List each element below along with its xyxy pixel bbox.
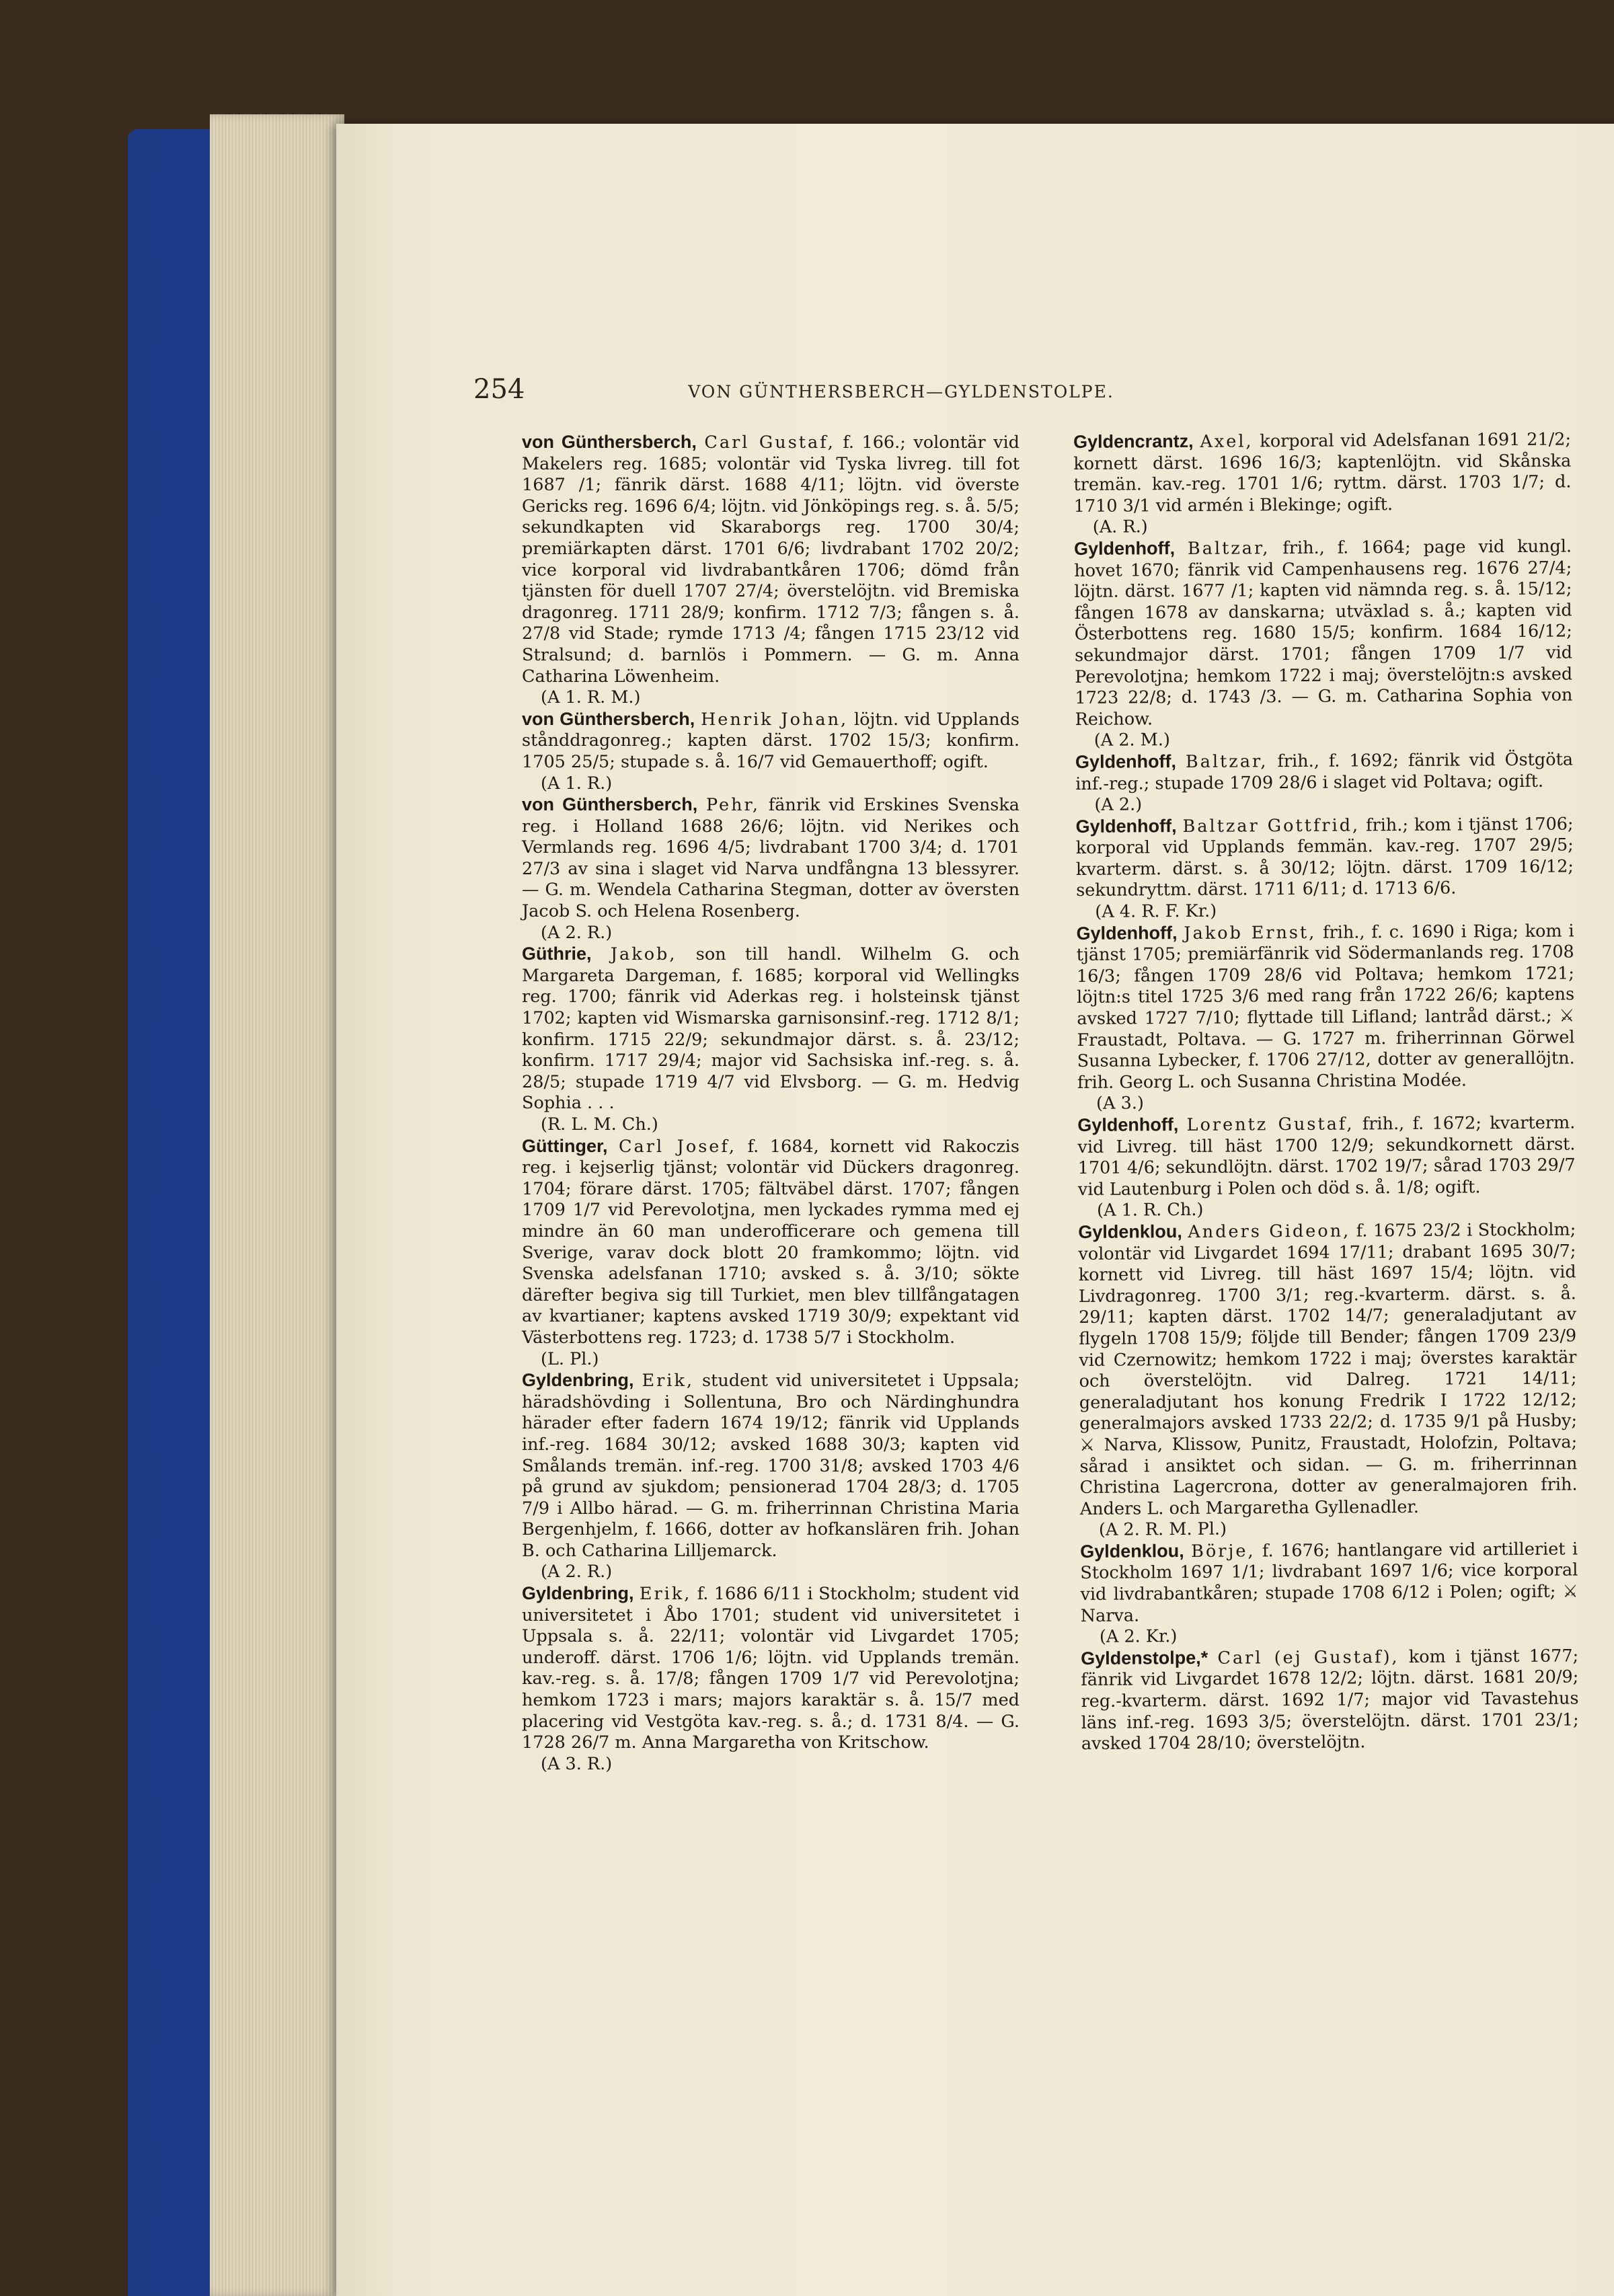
entry-given-name: Carl Josef, — [619, 1136, 737, 1157]
entry-given-name: Börje, — [1191, 1541, 1256, 1562]
entry-reference: (A 1. R. Ch.) — [1096, 1200, 1204, 1221]
entry-reference: (A 1. R.) — [541, 773, 613, 794]
entry-text: f. 166.; volontär vid Makelers reg. 1685; volontär vid Tyska livreg. till fot 1687 /1; fänrik därst. 1688 4/11; löjtn. vid överste Gericks reg. 1696 6/4; löjtn. vid Jönköpings reg. s. å. 5/5; sekundkapten vid Skaraborgs reg. 1700 30/4; premiärkapten därst. 1701 6/6; livdrabant 1702 20/2; vice korporal vid livdrabantkåren 1706; dömd från tjänsten för duell 1707 27/4; överstelöjtn. vid Bremiska dragonreg. 1711 28/9; konfirm. 1712 7/3; fången s. å. 27/8 vid Stade; rymde 1713 /4; fången 1715 23/12 vid Stralsund; d. barnlös i Pommern. — G. m. Anna Catharina Löwenheim. — [522, 432, 1020, 687]
entry — [1081, 1645, 1579, 1755]
entry-given-name: Henrik Johan, — [701, 709, 849, 730]
entry-headword: Güttinger, — [522, 1135, 608, 1156]
entry-text: f. 1675 23/2 i Stockholm; volontär vid Livgardet 1694 17/11; drabant 1695 30/7; kornett vid Livreg. till häst 1697 15/4; löjtn. vid Livdragonreg. 1700 3/1; reg.-kvarterm. därst. s. å. 29/11; kapten därst. 1702 14/7; generaladjutant av flygeln 1708 15/9; följde till Bender; fången 1709 23/9 vid Czernowitz; hemkom 1722 i maj; överstes karaktär och överstelöjtn. vid Dalreg. 1721 14/11; generaladjutant hos konung Fredrik I 1722 12/12; generalmajors avsked 1733 22/2; d. 1735 9/1 på Husby; ⚔ Narva, Klissow, Punitz, Fraustadt, Holofzin, Poltava; sårad i ansiktet och sidan. — G. m. friherrinnan Christina Lagercrona, dotter av generalmajoren frih. Anders L. och Margaretha Gyllenadler. — [1078, 1219, 1578, 1519]
entry-given-name: Jakob, — [610, 944, 677, 965]
entry-text: frih., f. c. 1690 i Riga; kom i tjänst 1705; premiärfänrik vid Södermanlands reg. 1708 16/3; fången 1709 28/6 vid Poltava; hemkom 1721; löjtn:s titel 1725 3/6 med rang från 1722 26/6; kaptens avsked 1727 7/10; flyttade till Lifland; lantråd därst.; ⚔ Fraustadt, Poltava. — G. 1727 m. friherrinnan Görwel Susanna Lybecker, f. 1706 27/12, dotter av generallöjtn. frih. Georg L. och Susanna Christina Modée. — [1076, 921, 1575, 1093]
entry-reference: (A 2.) — [1094, 794, 1143, 815]
entry — [522, 1370, 1020, 1583]
page-edges — [210, 114, 344, 2296]
entry-text: löjtn. vid Upplands stånddragonreg.; kapten därst. 1702 15/3; konfirm. 1705 25/5; stupade s. å. 16/7 vid Gemauerthoff; ogift. — [522, 709, 1020, 772]
entry-text: son till handl. Wilhelm G. och Margareta Dargeman, f. 1685; korporal vid Wellingks reg. 1700; fänrik vid Aderkas reg. i holsteinsk tjänst 1702; kapten vid Wismarska garnisonsinf.-reg. 1712 8/1; konfirm. 1715 22/9; sekundmajor därst. s. å. 23/12; konfirm. 1717 29/4; major vid Sachsiska inf.-reg. s. å. 28/5; stupade 1719 4/7 vid Elvsborg. — G. m. Hedvig Sophia . . . — [522, 944, 1020, 1114]
page-number: 254 — [473, 374, 525, 405]
entry-given-name: Carl (ej Gustaf), — [1217, 1646, 1399, 1669]
entry-given-name: Pehr, — [705, 795, 760, 816]
entry-reference: (A 2. R.) — [541, 922, 613, 943]
entry-text: frih., f. 1664; page vid kungl. hovet 1670; fänrik vid Campenhausens reg. 1676 27/4; löjtn. därst. 1677 /1; kapten vid nämnda reg. s. å. 15/12; fången 1678 av danskarna; utväxlad s. å.; kapten vid Österbottens reg. 1680 15/5; konfirm. 1684 16/12; sekundmajor därst. 1701; fången 1709 1/7 vid Perevolotjna; hemkom 1722 i maj; överstelöjtn:s avsked 1723 22/8; d. 1743 /3. — G. m. Catharina Sophia von Reichow. — [1074, 536, 1573, 730]
entry-headword: Gyldenklou, — [1078, 1221, 1182, 1242]
entry-given-name: Baltzar Gottfrid, — [1182, 815, 1360, 837]
page-header — [336, 374, 1614, 412]
entry — [1076, 920, 1575, 1115]
entry-reference: (A 2. M.) — [1093, 730, 1170, 751]
entry-headword: Gyldenhoff, — [1076, 922, 1178, 944]
entry — [1080, 1538, 1578, 1648]
entry-given-name: Anders Gideon, — [1188, 1221, 1351, 1242]
entry-given-name: Erik, — [642, 1371, 695, 1391]
book-page — [336, 124, 1614, 2296]
entry-headword: von Günthersberch, — [522, 432, 697, 452]
entry-headword: Gyldenstolpe,* — [1081, 1647, 1208, 1669]
entry-text: frih.; kom i tjänst 1706; korporal vid Upplands femmän. kav.-reg. 1707 29/5; kvarterm. därst. s. å 30/12; löjtn. därst. 1709 16/12; sekundryttm. därst. 1711 6/11; d. 1713 6/6. — [1075, 814, 1574, 901]
entry-text: f. 1686 6/11 i Stockholm; student vid universitetet i Åbo 1701; student vid universitetet i Uppsala s. å. 22/11; volontär vid Livgardet 1705; underoff. därst. 1706 1/6; löjtn. vid Upplands tremän. kav.-reg. s. å. 17/8; fången 1709 1/7 vid Perevolotjna; hemkom 1723 i mars; majors karaktär s. å. 15/7 med placering vid Vestgöta kav.-reg. s. å.; d. 1731 8/4. — G. 1728 26/7 m. Anna Margaretha von Kritschow. — [522, 1584, 1020, 1753]
entry-headword: Gyldenbring, — [522, 1370, 634, 1391]
entry-reference: (A. R.) — [1092, 516, 1148, 538]
entry-headword: Gyldenhoff, — [1075, 815, 1177, 837]
entry — [1077, 1112, 1576, 1221]
entry-headword: Gyldenklou, — [1080, 1540, 1184, 1562]
entry-given-name: Jakob Ernst, — [1184, 922, 1317, 944]
entry-reference: (A 2. Kr.) — [1099, 1626, 1178, 1648]
entry — [1074, 535, 1573, 751]
entry-given-name: Carl Gustaf, — [704, 432, 835, 453]
running-head: VON GÜNTHERSBERCH—GYLDENSTOLPE. — [688, 382, 1114, 401]
entry-reference: (A 4. R. F. Kr.) — [1095, 901, 1217, 922]
entry-headword: Gyldenbring, — [522, 1583, 634, 1604]
entry-text: fänrik vid Erskines Svenska reg. i Holland 1688 26/6; löjtn. vid Nerikes och Vermlands reg. 1696 4/5; livdrabant 1700 3/4; d. 1701 27/3 av sina i slaget vid Narva undfångna 13 blessyrer. — G. m. Wendela Catharina Stegman, dotter av översten Jacob S. och Helena Rosenberg. — [522, 795, 1020, 922]
entry-headword: Güthrie, — [522, 944, 592, 964]
entry — [522, 794, 1020, 944]
entry-text: korporal vid Adelsfanan 1691 21/2; kornett därst. 1696 16/3; kaptenlöjtn. vid Skånska tremän. kav.-reg. 1701 1/6; ryttm. därst. 1703 1/7; d. 1710 3/1 vid armén i Blekinge; ogift. — [1073, 429, 1572, 516]
entry-reference: (A 3.) — [1096, 1093, 1144, 1114]
entry — [1073, 428, 1572, 538]
entry-text: student vid universitetet i Uppsala; häradshövding i Sollentuna, Bro och Närdinghundra härader efter fadern 1674 19/12; fänrik vid Upplands inf.-reg. 1684 30/12; avsked 1688 30/3; kapten vid Smålands tremän. inf.-reg. 1700 31/8; avsked 1703 4/6 på grund av sjukdom; pensionerad 1704 28/3; d. 1705 7/9 i Allbo härad. — G. m. friherrinnan Christina Maria Bergenhjelm, f. 1666, dotter av hofkanslären frih. Johan B. och Catharina Lilljemarck. — [522, 1371, 1020, 1561]
entry-text: frih., f. 1692; fänrik vid Östgöta inf.-reg.; stupade 1709 28/6 i slaget vid Poltava; ogift. — [1075, 749, 1574, 794]
entry-reference: (A 2. R.) — [541, 1562, 613, 1582]
entry — [522, 1583, 1020, 1775]
entry-reference: (L. Pl.) — [541, 1348, 599, 1369]
entry — [1075, 749, 1574, 816]
entry-reference: (R. L. M. Ch.) — [541, 1114, 658, 1135]
entry-text: f. 1684, kornett vid Rakoczis reg. i kejserlig tjänst; volontär vid Dückers dragonreg. 1704; förare därst. 1705; fältväbel därst. 1707; fången 1709 1/7 vid Perevolotjna, men lyckades rymma med ej mindre än 60 man underofficerare och gemena till Sverige, varav dock blott 20 framkommo; löjtn. vid Svenska adelsfanan 1710; avsked s. å. 3/10; sökte därefter begiva sig till Turkiet, men blev tillfångatagen av kvartianer; kaptens avsked 1719 30/9; expektant vid Västerbottens reg. 1723; d. 1738 5/7 i Stockholm. — [522, 1136, 1020, 1348]
entry-headword: von Günthersberch, — [522, 708, 695, 729]
entry-headword: Gyldencrantz, — [1073, 430, 1194, 452]
left-column — [522, 432, 1020, 1775]
entry-headword: von Günthersberch, — [522, 794, 698, 815]
entry-given-name: Axel, — [1200, 431, 1254, 452]
entry-given-name: Erik, — [639, 1584, 692, 1605]
entry-given-name: Lorentz Gustaf, — [1186, 1114, 1354, 1135]
entry-text: kom i tjänst 1677; fänrik vid Livgardet 1678 12/2; löjtn. därst. 1681 20/9; reg.-kvarterm. därst. 1692 1/7; major vid Tavastehus läns inf.-reg. 1693 3/5; överstelöjtn. därst. 1701 23/1; avsked 1704 28/10; överstelöjtn. — [1081, 1646, 1579, 1755]
entry-text: f. 1676; hantlangare vid artilleriet i Stockholm 1697 1/1; livdrabant 1697 1/6; vice korporal vid livdrabantkåren; stupade 1708 6/12 i Polen; ogift; ⚔ Narva. — [1080, 1539, 1578, 1626]
entry — [522, 709, 1020, 794]
entry — [522, 944, 1020, 1135]
entry — [1078, 1219, 1578, 1541]
right-column — [1073, 428, 1579, 1755]
entry-reference: (A 3. R.) — [541, 1753, 613, 1774]
entry-reference: (A 2. R. M. Pl.) — [1098, 1519, 1227, 1541]
entry-headword: Gyldenhoff, — [1077, 1114, 1179, 1135]
entry — [1075, 813, 1574, 923]
entry-given-name: Baltzar, — [1185, 751, 1268, 772]
entry — [522, 1136, 1020, 1371]
entry-text: frih., f. 1672; kvarterm. vid Livreg. till häst 1700 12/9; sekundkornett därst. 1701 4/6; sekundlöjtn. därst. 1702 19/7; sårad 1703 29/7 vid Lautenburg i Polen och död s. å. 1/8; ogift. — [1077, 1112, 1576, 1200]
entry-headword: Gyldenhoff, — [1075, 751, 1177, 772]
entry-reference: (A 1. R. M.) — [541, 687, 641, 708]
entry-headword: Gyldenhoff, — [1073, 538, 1176, 559]
entry-given-name: Baltzar, — [1187, 538, 1270, 559]
entry — [522, 432, 1020, 709]
